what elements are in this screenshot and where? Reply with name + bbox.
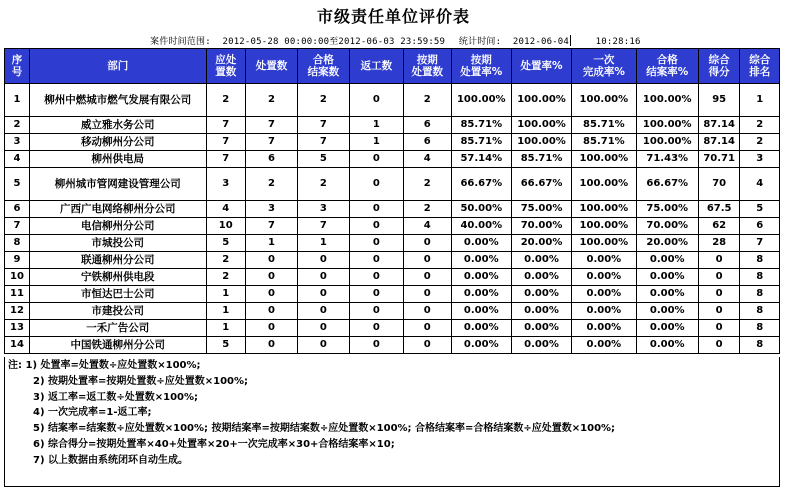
ontime-rate: 85.71% (451, 134, 511, 151)
notes-box (4, 357, 780, 487)
table-row (5, 269, 780, 286)
table-body (5, 84, 780, 354)
handled: 0 (245, 303, 297, 320)
rework: 0 (349, 201, 403, 218)
col-handled-header: 处置数 (245, 49, 297, 84)
table-row (5, 337, 780, 354)
should-handle: 5 (206, 337, 245, 354)
first-complete-rate: 0.00% (572, 320, 636, 337)
handle-rate: 20.00% (511, 235, 571, 252)
first-complete-rate: 100.00% (572, 168, 636, 201)
ontime-rate: 85.71% (451, 117, 511, 134)
first-complete-rate: 100.00% (572, 235, 636, 252)
score: 70 (698, 168, 740, 201)
handle-rate: 70.00% (511, 218, 571, 235)
first-complete-rate: 100.00% (572, 84, 636, 117)
handled: 6 (245, 151, 297, 168)
department-name: 柳州城市管网建设管理公司 (29, 168, 206, 201)
col-ontime-rate-header: 按期 处置率% (451, 49, 511, 84)
department-name: 市建投公司 (29, 303, 206, 320)
handled: 0 (245, 269, 297, 286)
col-dept-header: 部门 (29, 49, 206, 84)
should-handle: 2 (206, 269, 245, 286)
should-handle: 10 (206, 218, 245, 235)
table-row (5, 252, 780, 269)
department-name: 宁铁柳州供电段 (29, 269, 206, 286)
rank: 5 (740, 201, 780, 218)
table-row (5, 286, 780, 303)
ontime-rate: 0.00% (451, 286, 511, 303)
row-no: 14 (5, 337, 30, 354)
handled: 7 (245, 134, 297, 151)
rank: 3 (740, 151, 780, 168)
text-cursor (570, 35, 571, 46)
rank: 6 (740, 218, 780, 235)
ontime-handled: 2 (403, 168, 451, 201)
handle-rate: 85.71% (511, 151, 571, 168)
col-ontime-handled-header: 按期 处置数 (403, 49, 451, 84)
score: 28 (698, 235, 740, 252)
should-handle: 1 (206, 286, 245, 303)
rank: 8 (740, 303, 780, 320)
department-name: 威立雅水务公司 (29, 117, 206, 134)
table-row (5, 201, 780, 218)
range-label: 案件时间范围: (150, 37, 211, 47)
rework: 0 (349, 269, 403, 286)
qualified-rate: 75.00% (636, 201, 698, 218)
qualified-closed: 1 (297, 235, 349, 252)
ontime-rate: 0.00% (451, 252, 511, 269)
handled: 1 (245, 235, 297, 252)
rework: 0 (349, 235, 403, 252)
row-no: 12 (5, 303, 30, 320)
qualified-closed: 7 (297, 117, 349, 134)
handle-rate: 100.00% (511, 134, 571, 151)
handle-rate: 100.00% (511, 117, 571, 134)
handled: 0 (245, 286, 297, 303)
rework: 0 (349, 320, 403, 337)
first-complete-rate: 85.71% (572, 117, 636, 134)
qualified-closed: 7 (297, 218, 349, 235)
qualified-rate: 71.43% (636, 151, 698, 168)
rank: 8 (740, 286, 780, 303)
rework: 0 (349, 218, 403, 235)
handle-rate: 0.00% (511, 337, 571, 354)
department-name: 一禾广告公司 (29, 320, 206, 337)
rank: 8 (740, 337, 780, 354)
row-no: 7 (5, 218, 30, 235)
row-no: 2 (5, 117, 30, 134)
should-handle: 2 (206, 84, 245, 117)
ontime-handled: 0 (403, 269, 451, 286)
qualified-rate: 0.00% (636, 337, 698, 354)
score: 95 (698, 84, 740, 117)
rank: 2 (740, 117, 780, 134)
ontime-handled: 4 (403, 151, 451, 168)
note-line: 注: 1) 处置率=处置数÷应处置数×100%; (8, 360, 201, 371)
qualified-closed: 2 (297, 168, 349, 201)
handle-rate: 0.00% (511, 320, 571, 337)
ontime-rate: 57.14% (451, 151, 511, 168)
handle-rate: 100.00% (511, 84, 571, 117)
qualified-rate: 0.00% (636, 286, 698, 303)
qualified-rate: 66.67% (636, 168, 698, 201)
row-no: 11 (5, 286, 30, 303)
should-handle: 4 (206, 201, 245, 218)
row-no: 13 (5, 320, 30, 337)
score: 0 (698, 320, 740, 337)
qualified-closed: 0 (297, 337, 349, 354)
table-row (5, 151, 780, 168)
rework: 0 (349, 337, 403, 354)
col-handle-rate-header: 处置率% (511, 49, 571, 84)
range-start: 2012-05-28 00:00:00 (222, 37, 330, 47)
ontime-handled: 0 (403, 303, 451, 320)
evaluation-table (4, 48, 780, 354)
qualified-rate: 100.00% (636, 117, 698, 134)
table-row (5, 84, 780, 117)
handle-rate: 0.00% (511, 286, 571, 303)
should-handle: 2 (206, 252, 245, 269)
should-handle: 5 (206, 235, 245, 252)
note-line: 3) 返工率=返工数÷处置数×100%; (33, 391, 199, 403)
rank: 7 (740, 235, 780, 252)
department-name: 中国铁通柳州分公司 (29, 337, 206, 354)
department-name: 市恒达巴士公司 (29, 286, 206, 303)
score: 0 (698, 252, 740, 269)
should-handle: 1 (206, 320, 245, 337)
ontime-rate: 0.00% (451, 337, 511, 354)
ontime-rate: 0.00% (451, 320, 511, 337)
qualified-rate: 0.00% (636, 303, 698, 320)
handled: 2 (245, 168, 297, 201)
note-line: 7) 以上数据由系统闭环自动生成。 (33, 454, 189, 466)
ontime-rate: 0.00% (451, 303, 511, 320)
score: 62 (698, 218, 740, 235)
rework: 1 (349, 117, 403, 134)
rank: 8 (740, 269, 780, 286)
qualified-closed: 7 (297, 134, 349, 151)
should-handle: 7 (206, 117, 245, 134)
rework: 0 (349, 286, 403, 303)
handle-rate: 0.00% (511, 269, 571, 286)
rank: 2 (740, 134, 780, 151)
table-row (5, 303, 780, 320)
first-complete-rate: 100.00% (572, 201, 636, 218)
qualified-rate: 100.00% (636, 84, 698, 117)
rework: 0 (349, 303, 403, 320)
handled: 7 (245, 117, 297, 134)
first-complete-rate: 0.00% (572, 303, 636, 320)
ontime-rate: 0.00% (451, 269, 511, 286)
row-no: 10 (5, 269, 30, 286)
report-meta (150, 34, 641, 47)
table-row (5, 320, 780, 337)
first-complete-rate: 100.00% (572, 151, 636, 168)
handled: 7 (245, 218, 297, 235)
department-name: 柳州中燃城市燃气发展有限公司 (29, 84, 206, 117)
department-name: 市城投公司 (29, 235, 206, 252)
row-no: 8 (5, 235, 30, 252)
handle-rate: 0.00% (511, 252, 571, 269)
table-row (5, 134, 780, 151)
score: 0 (698, 286, 740, 303)
qualified-rate: 20.00% (636, 235, 698, 252)
row-no: 1 (5, 84, 30, 117)
ontime-handled: 2 (403, 84, 451, 117)
stat-date: 2012-06-04 (512, 37, 570, 47)
first-complete-rate: 0.00% (572, 269, 636, 286)
col-qualified-rate-header: 合格 结案率% (636, 49, 698, 84)
handled: 0 (245, 252, 297, 269)
ontime-handled: 6 (403, 117, 451, 134)
handled: 3 (245, 201, 297, 218)
row-no: 9 (5, 252, 30, 269)
department-name: 移动柳州分公司 (29, 134, 206, 151)
qualified-closed: 0 (297, 303, 349, 320)
note-line: 6) 综合得分=按期处置率×40+处置率×20+一次完成率×30+合格结案率×10; (33, 438, 395, 450)
ontime-rate: 0.00% (451, 235, 511, 252)
ontime-rate: 66.67% (451, 168, 511, 201)
qualified-rate: 70.00% (636, 218, 698, 235)
col-score-header: 综合 得分 (698, 49, 740, 84)
qualified-rate: 0.00% (636, 252, 698, 269)
qualified-rate: 0.00% (636, 269, 698, 286)
score: 87.14 (698, 117, 740, 134)
qualified-closed: 0 (297, 269, 349, 286)
score: 70.71 (698, 151, 740, 168)
note-line: 5) 结案率=结案数÷应处置数×100%; 按期结案率=按期结案数÷应处置数×100%; 合格结案率=合格结案数÷应处置数×100%; (33, 423, 616, 435)
qualified-rate: 0.00% (636, 320, 698, 337)
ontime-rate: 100.00% (451, 84, 511, 117)
ontime-rate: 50.00% (451, 201, 511, 218)
ontime-handled: 0 (403, 252, 451, 269)
qualified-closed: 0 (297, 252, 349, 269)
ontime-handled: 2 (403, 201, 451, 218)
row-no: 3 (5, 134, 30, 151)
department-name: 电信柳州分公司 (29, 218, 206, 235)
col-first-complete-rate-header: 一次 完成率% (572, 49, 636, 84)
handled: 0 (245, 337, 297, 354)
handled: 2 (245, 84, 297, 117)
rank: 8 (740, 252, 780, 269)
should-handle: 3 (206, 168, 245, 201)
row-no: 6 (5, 201, 30, 218)
row-no: 5 (5, 168, 30, 201)
ontime-handled: 6 (403, 134, 451, 151)
first-complete-rate: 85.71% (572, 134, 636, 151)
rework: 0 (349, 84, 403, 117)
department-name: 广西广电网络柳州分公司 (29, 201, 206, 218)
col-qualified-closed-header: 合格 结案数 (297, 49, 349, 84)
table-row (5, 168, 780, 201)
first-complete-rate: 0.00% (572, 337, 636, 354)
row-no: 4 (5, 151, 30, 168)
ontime-handled: 0 (403, 337, 451, 354)
department-name: 联通柳州分公司 (29, 252, 206, 269)
range-end: 2012-06-03 23:59:59 (338, 37, 446, 47)
rework: 0 (349, 151, 403, 168)
score: 0 (698, 303, 740, 320)
rank: 1 (740, 84, 780, 117)
rework: 0 (349, 168, 403, 201)
ontime-rate: 40.00% (451, 218, 511, 235)
qualified-closed: 2 (297, 84, 349, 117)
should-handle: 7 (206, 151, 245, 168)
first-complete-rate: 0.00% (572, 252, 636, 269)
table-header-row (5, 49, 780, 84)
rank: 8 (740, 320, 780, 337)
table-row (5, 235, 780, 252)
stat-time: 10:28:16 (595, 37, 641, 47)
qualified-closed: 0 (297, 286, 349, 303)
handle-rate: 0.00% (511, 303, 571, 320)
range-separator: 至 (329, 37, 339, 47)
ontime-handled: 0 (403, 286, 451, 303)
score: 67.5 (698, 201, 740, 218)
col-rework-header: 返工数 (349, 49, 403, 84)
handle-rate: 66.67% (511, 168, 571, 201)
stat-label: 统计时间: (458, 37, 502, 47)
report-title: 市级责任单位评价表 (316, 7, 470, 26)
first-complete-rate: 100.00% (572, 218, 636, 235)
should-handle: 7 (206, 134, 245, 151)
score: 87.14 (698, 134, 740, 151)
ontime-handled: 0 (403, 320, 451, 337)
rework: 1 (349, 134, 403, 151)
handled: 0 (245, 320, 297, 337)
handle-rate: 75.00% (511, 201, 571, 218)
note-line: 4) 一次完成率=1-返工率; (33, 407, 152, 419)
qualified-closed: 0 (297, 320, 349, 337)
score: 0 (698, 337, 740, 354)
should-handle: 1 (206, 303, 245, 320)
qualified-closed: 3 (297, 201, 349, 218)
ontime-handled: 4 (403, 218, 451, 235)
qualified-closed: 5 (297, 151, 349, 168)
rank: 4 (740, 168, 780, 201)
department-name: 柳州供电局 (29, 151, 206, 168)
table-row (5, 117, 780, 134)
ontime-handled: 0 (403, 235, 451, 252)
col-should-handle-header: 应处 置数 (206, 49, 245, 84)
col-rank-header: 综合 排名 (740, 49, 780, 84)
note-line: 2) 按期处置率=按期处置数÷应处置数×100%; (33, 375, 249, 387)
first-complete-rate: 0.00% (572, 286, 636, 303)
rework: 0 (349, 252, 403, 269)
table-row (5, 218, 780, 235)
qualified-rate: 100.00% (636, 134, 698, 151)
col-no-header: 序 号 (5, 49, 30, 84)
score: 0 (698, 269, 740, 286)
